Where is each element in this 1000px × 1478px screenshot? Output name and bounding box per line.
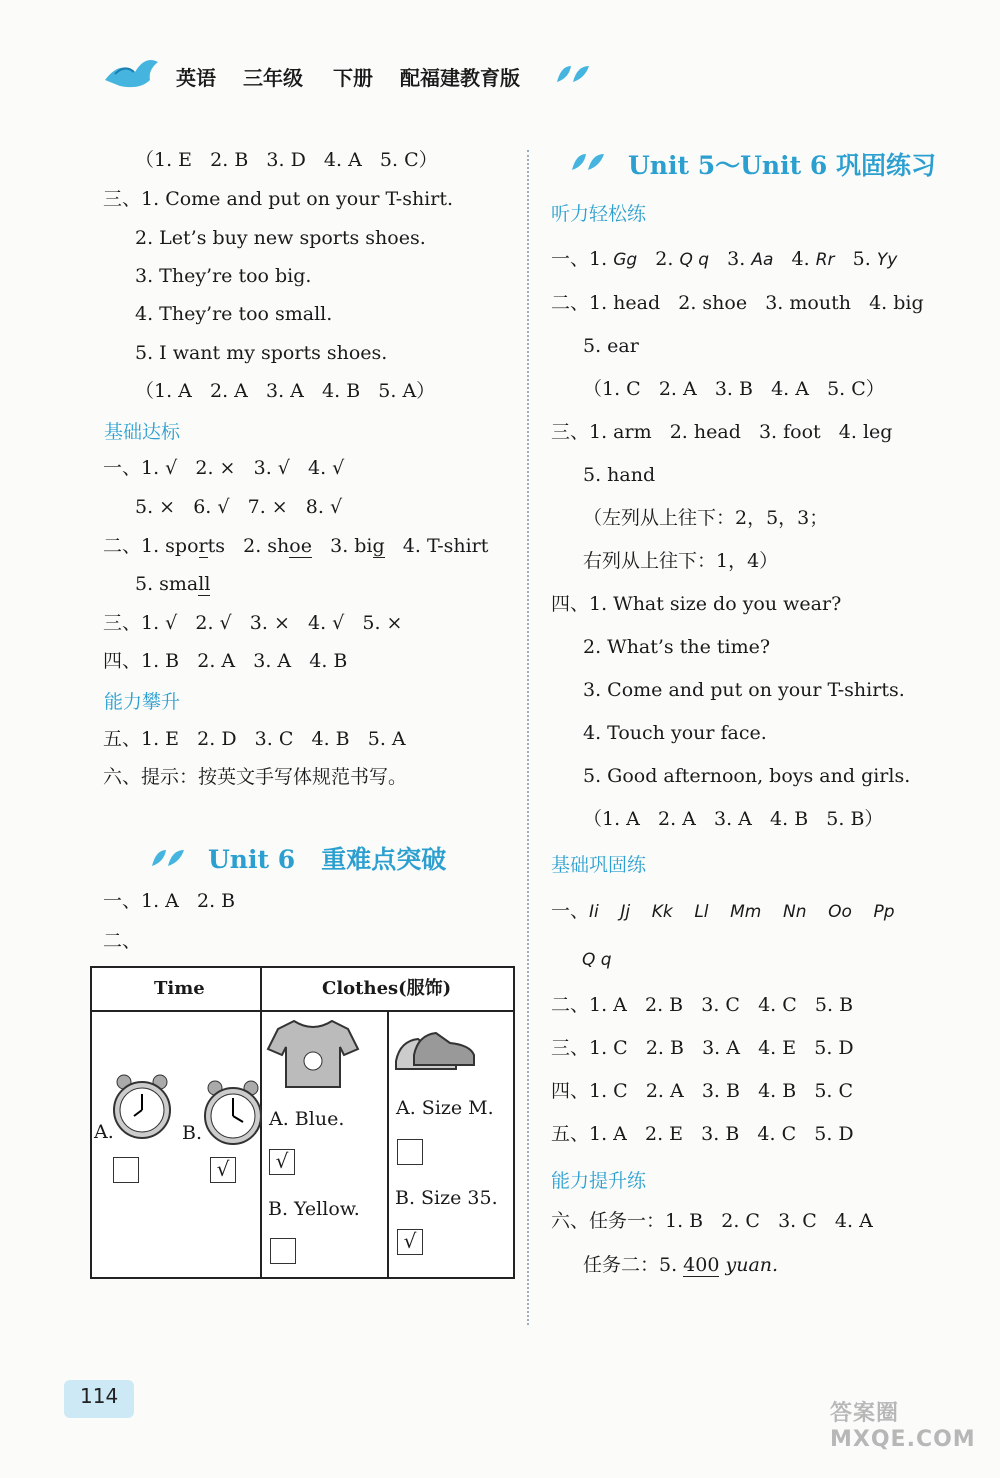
- handwriting-answer: Ii Jj Kk Ll Mm Nn Oo Pp: [589, 902, 895, 922]
- answer-num: 一、: [551, 900, 590, 922]
- answer-checkbox: √: [269, 1149, 295, 1175]
- answer-line: 5. I want my sports shoes.: [135, 342, 388, 364]
- answer-line: 四、1. B 2. A 3. A 4. B: [103, 650, 348, 672]
- answer-line: （1. E 2. B 3. D 4. A 5. C）: [135, 149, 438, 171]
- answer-line: [551, 247, 897, 272]
- handwriting-answer: Yy: [876, 250, 898, 270]
- answer-line: （1. C 2. A 3. B 4. A 5. C）: [583, 378, 885, 400]
- answer-text: 4. T-shirt: [384, 535, 489, 557]
- leaf-icon: [150, 846, 186, 870]
- option-text: B. Size 35.: [395, 1187, 498, 1209]
- underlined-answer: 400: [683, 1254, 720, 1276]
- section-heading: 能力攀升: [104, 691, 181, 713]
- answer-line: 5. hand: [583, 464, 656, 486]
- answer-checkbox: [397, 1139, 423, 1165]
- section-heading: 基础达标: [104, 421, 181, 443]
- table-divider: [387, 1010, 389, 1279]
- answer-text: ts 2. sh: [207, 535, 290, 557]
- answer-checkbox: [113, 1157, 139, 1183]
- answer-text: 任务二：5.: [583, 1254, 684, 1276]
- handwriting-answer: Aa: [751, 250, 774, 270]
- answer-line: 五、1. E 2. D 3. C 4. B 5. A: [103, 728, 406, 750]
- answer-line: （1. A 2. A 3. A 4. B 5. B）: [583, 808, 884, 830]
- answer-line: 右列从上往下：1，4）: [583, 550, 779, 572]
- section-title: Unit 5～Unit 6 巩固练习: [628, 151, 936, 180]
- section-heading: 基础巩固练: [551, 854, 647, 876]
- answer-line: 2. What’s the time?: [583, 636, 771, 658]
- answer-num: 4.: [791, 248, 810, 270]
- alarm-clock-icon: [110, 1072, 174, 1142]
- option-text: A. Size M.: [396, 1097, 494, 1119]
- answer-text: 3. bi: [311, 535, 373, 557]
- section-title: Unit 6 重难点突破: [208, 845, 447, 874]
- handwriting-answer: Q q: [582, 950, 612, 970]
- answer-line: 三、1. C 2. B 3. A 4. E 5. D: [551, 1037, 854, 1059]
- answer-line: 3. Come and put on your T-shirts.: [583, 679, 905, 701]
- answer-line: 二、: [103, 930, 142, 952]
- underlined-letter: ll: [198, 573, 211, 595]
- underlined-letter: oe: [289, 535, 312, 557]
- underlined-letter: g: [372, 535, 385, 557]
- answer-text: Come and put on your T-shirt.: [165, 188, 454, 210]
- header-grade: 三年级: [243, 66, 303, 90]
- watermark: 答案圈 MXQE.COM: [830, 1401, 976, 1452]
- answer-line: （1. A 2. A 3. A 4. B 5. A）: [135, 380, 436, 402]
- answer-line: 5. × 6. √ 7. × 8. √: [135, 496, 343, 518]
- underlined-letter: r: [198, 535, 208, 557]
- answer-line: 六、提示：按英文手写体规范书写。: [103, 766, 408, 788]
- handwriting-answer: Q q: [679, 250, 710, 270]
- answer-line: [583, 1253, 778, 1277]
- answer-line: 四、1. What size do you wear?: [551, 593, 842, 615]
- answer-checkbox: √: [397, 1229, 423, 1255]
- section-heading: 听力轻松练: [551, 203, 647, 225]
- answer-line: 一、1. A 2. B: [103, 890, 236, 912]
- answer-line: 4. Touch your face.: [583, 722, 767, 744]
- answer-num: 三、1.: [103, 188, 160, 210]
- answer-text: 5. sma: [135, 573, 199, 595]
- answer-checkbox: √: [210, 1157, 236, 1183]
- answer-checkbox: [270, 1238, 296, 1264]
- t-shirt-icon: [266, 1017, 360, 1091]
- column-divider: [527, 150, 529, 1325]
- handwriting-answer: Rr: [815, 250, 835, 270]
- alarm-clock-icon: [201, 1078, 265, 1148]
- option-label: B.: [182, 1122, 203, 1144]
- table-header-clothes: Clothes(服饰): [322, 978, 452, 999]
- answer-num: 5.: [852, 248, 871, 270]
- table-divider: [90, 1010, 515, 1012]
- answer-line: 五、1. A 2. E 3. B 4. C 5. D: [551, 1123, 854, 1145]
- header-volume: 下册: [333, 66, 373, 90]
- answer-line: 2. Let’s buy new sports shoes.: [135, 227, 426, 249]
- answer-line: [103, 534, 488, 558]
- answer-line: 六、任务一：1. B 2. C 3. C 4. A: [551, 1210, 873, 1232]
- table-header-time: Time: [154, 978, 205, 999]
- leaf-icon: [555, 62, 591, 86]
- header-subject: 英语: [176, 66, 216, 90]
- answer-line: 四、1. C 2. A 3. B 4. B 5. C: [551, 1080, 854, 1102]
- answer-line: 4. They’re too small.: [135, 303, 333, 325]
- option-text: B. Yellow.: [268, 1198, 360, 1220]
- option-label: A.: [94, 1121, 114, 1143]
- answer-line: 3. They’re too big.: [135, 265, 312, 287]
- answer-text: 二、1. spo: [103, 535, 199, 557]
- answer-line: （左列从上往下：2，5，3；: [583, 507, 829, 529]
- answer-line: 一、1. √ 2. × 3. √ 4. √: [103, 457, 345, 479]
- option-text: A. Blue.: [269, 1108, 345, 1130]
- handwriting-answer: Gg: [613, 250, 638, 270]
- answer-num: 一、1.: [551, 248, 608, 270]
- sneakers-icon: [392, 1027, 476, 1083]
- answer-num: 3.: [727, 248, 746, 270]
- answer-line: [551, 899, 895, 924]
- answer-line: 5. ear: [583, 335, 639, 357]
- answer-line: [135, 572, 210, 596]
- answer-line: 二、1. A 2. B 3. C 4. C 5. B: [551, 994, 854, 1016]
- section-heading: 能力提升练: [551, 1170, 647, 1192]
- answer-line: [103, 187, 453, 211]
- answer-line: 二、1. head 2. shoe 3. mouth 4. big: [551, 292, 924, 314]
- answer-num: 2.: [655, 248, 674, 270]
- leaf-icon: [570, 150, 606, 174]
- answer-line: 5. Good afternoon, boys and girls.: [583, 765, 911, 787]
- answer-text: yuan.: [719, 1254, 779, 1276]
- bird-logo-icon: [100, 50, 160, 92]
- answer-line: 三、1. arm 2. head 3. foot 4. leg: [551, 421, 893, 443]
- answer-line: 三、1. √ 2. √ 3. × 4. √ 5. ×: [103, 612, 403, 634]
- page-number: 114: [80, 1384, 119, 1408]
- header-edition: 配福建教育版: [400, 66, 520, 90]
